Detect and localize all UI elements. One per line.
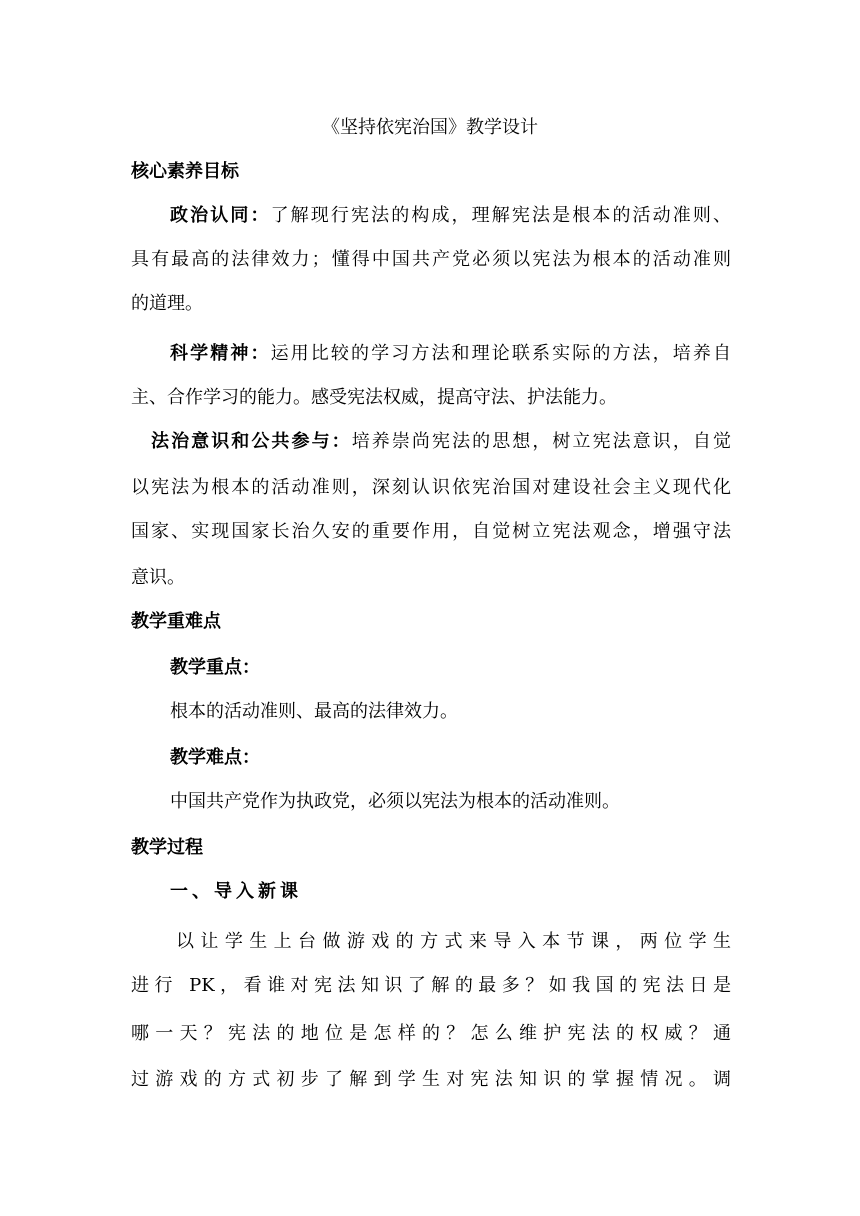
paragraph-rule-of-law-line3: 国家、实现国家长治久安的重要作用，自觉树立宪法观念，增强守法 bbox=[131, 521, 731, 542]
text: 了解现行宪法的构成，理解宪法是根本的活动准则、 bbox=[270, 205, 731, 226]
paragraph-scientific-spirit-line2: 主、合作学习的能力。感受宪法权威，提高守法、护法能力。 bbox=[131, 387, 617, 408]
label-scientific-spirit: 科学精神： bbox=[170, 343, 271, 364]
label-key-points: 教学重点： bbox=[170, 657, 260, 678]
paragraph-rule-of-law-line2: 以宪法为根本的活动准则，深刻认识依宪治国对建设社会主义现代化 bbox=[131, 477, 731, 498]
intro-paragraph-line4: 过游戏的方式初步了解到学生对宪法知识的掌握情况。调 bbox=[131, 1069, 731, 1090]
text-difficult-points: 中国共产党作为执政党，必须以宪法为根本的活动准则。 bbox=[170, 791, 620, 812]
intro-paragraph-line2: 进行 PK，看谁对宪法知识了解的最多？如我国的宪法日是 bbox=[131, 975, 731, 996]
step-heading-introduction: 一、导入新课 bbox=[170, 881, 302, 902]
intro-paragraph-line3: 哪一天？宪法的地位是怎样的？怎么维护宪法的权威？通 bbox=[131, 1023, 731, 1044]
paragraph-rule-of-law-line4: 意识。 bbox=[131, 567, 185, 588]
label-difficult-points: 教学难点： bbox=[170, 747, 260, 768]
paragraph-scientific-spirit-line1 bbox=[170, 342, 731, 366]
section-heading-core-goals: 核心素养目标 bbox=[131, 161, 239, 182]
label-rule-of-law: 法治意识和公共参与： bbox=[151, 431, 352, 452]
text: 运用比较的学习方法和理论联系实际的方法，培养自 bbox=[270, 343, 731, 364]
section-heading-key-difficult-points: 教学重难点 bbox=[131, 611, 221, 632]
intro-paragraph-line1: 以让学生上台做游戏的方式来导入本节课，两位学生 bbox=[176, 931, 731, 952]
text-key-points: 根本的活动准则、最高的法律效力。 bbox=[170, 701, 458, 722]
label-political-identity: 政治认同： bbox=[170, 205, 271, 226]
paragraph-rule-of-law-line1 bbox=[151, 430, 731, 454]
document-title: 《坚持依宪治国》教学设计 bbox=[322, 117, 538, 138]
paragraph-political-identity-line2: 具有最高的法律效力；懂得中国共产党必须以宪法为根本的活动准则 bbox=[131, 249, 731, 270]
section-heading-teaching-process: 教学过程 bbox=[131, 837, 203, 858]
paragraph-political-identity-line3: 的道理。 bbox=[131, 293, 203, 314]
paragraph-political-identity-line1 bbox=[170, 204, 731, 228]
text: 培养崇尚宪法的思想，树立宪法意识，自觉 bbox=[351, 431, 731, 452]
